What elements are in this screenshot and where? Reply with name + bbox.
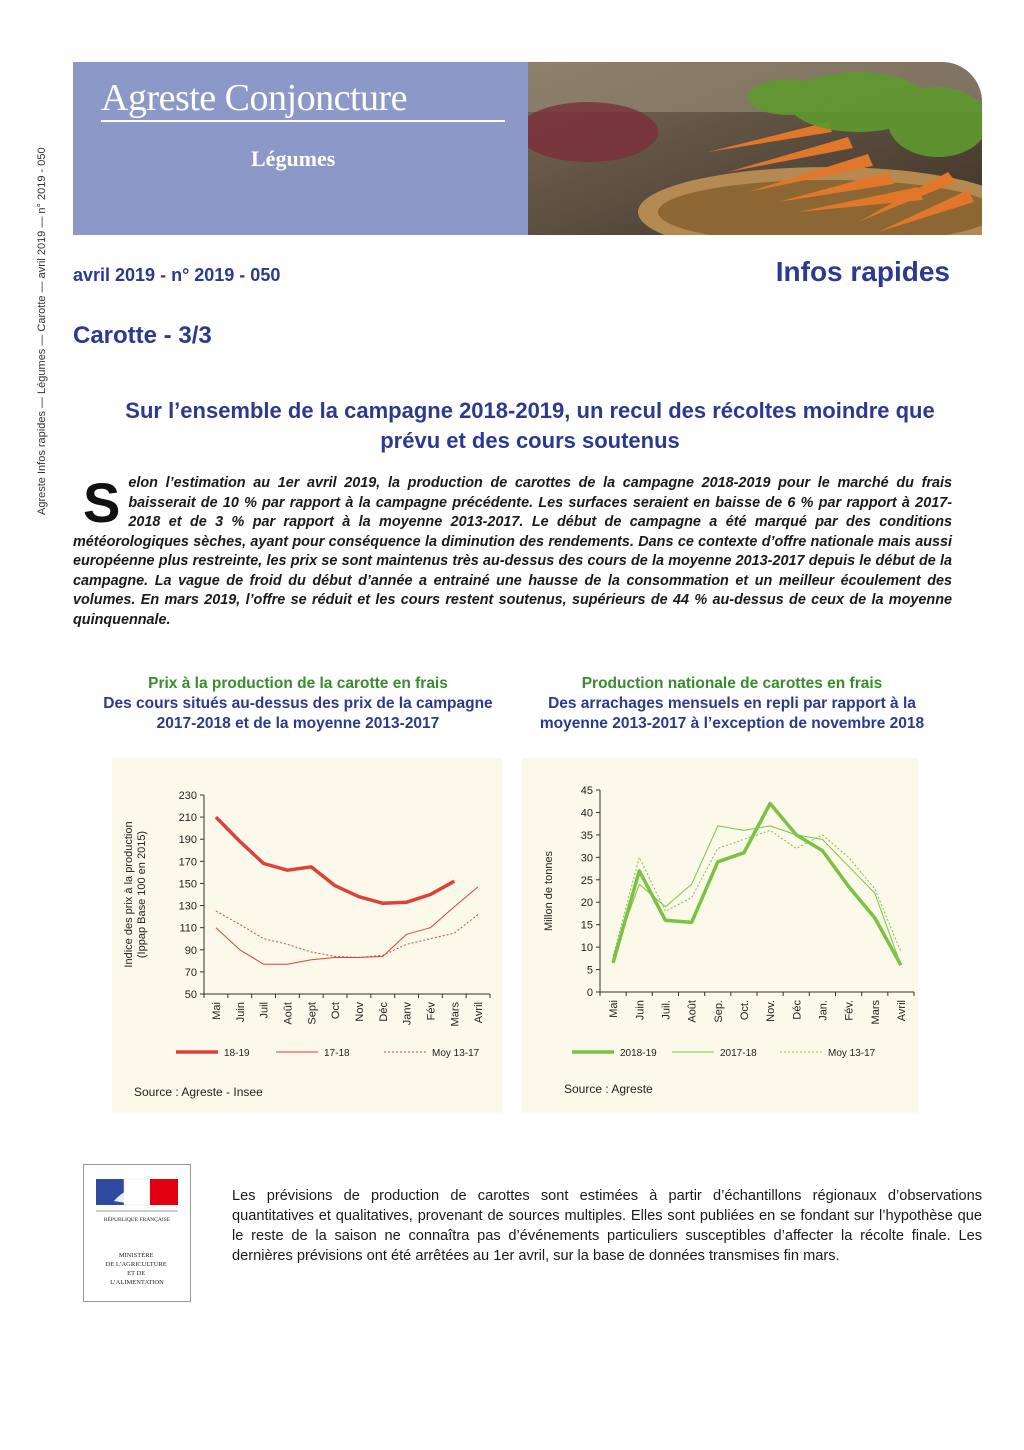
price-chart [112,758,502,1113]
chart2-x-tick-label: Jan. [817,1000,830,1021]
kicker-infos-rapides: Infos rapides [775,256,950,287]
chart2-y-tick-label: 35 [580,829,593,842]
banner-subtitle: Légumes [251,146,336,171]
methodology-note: Les prévisions de production de carottes sont estimées à partir d’échantillons régionaux d’observations quantitatives et qualitatives, provenant de sources multiples. Elles sont publiées en se fondant sur l’hypothèse que le reste de la saison ne connaîtra pas d’événements particuliers susceptibles d’affecter la récolte finale. Les dernières prévisions ont été arrêtées au 1er avril, sur la base de données transmises fin mars. [232,1188,982,1264]
chart1-series-2-line [216,911,478,957]
ministry-logo [83,1164,191,1302]
section-title: Carotte - 3/3 [73,322,212,349]
brand-title: Agreste Conjoncture [101,77,408,119]
chart2-legend-label-1: 2017-18 [720,1048,757,1059]
chart2-title: Production nationale de carottes en frais [581,675,883,692]
production-chart [522,758,918,1113]
chart2-legend-label-2: Moy 13-17 [828,1048,876,1059]
chart2-x-tick-label: Sep. [712,1000,725,1023]
chart2-y-tick-label: 10 [580,942,593,955]
chart1-y-tick-label: 230 [178,790,197,802]
chart1-x-tick-label: Avril [473,1002,486,1024]
chart1-y-tick-label: 50 [184,989,197,1001]
chart1-x-tick-label: Juil [258,1002,271,1019]
chart2-legend-label-0: 2018-19 [620,1048,657,1059]
chart1-y-tick-label: 210 [178,812,197,825]
chart1-legend-label-0: 18-19 [224,1048,250,1059]
chart2-y-tick-label: 5 [586,964,593,977]
chart2-y-axis-label: Millon de tonnes [543,850,555,932]
chart2-x-tick-label: Nov. [765,1000,778,1022]
chart2-y-tick-label: 20 [580,897,593,910]
chart2-y-tick-label: 15 [580,919,593,932]
chart2-x-tick-label: Juil. [660,1000,673,1020]
chart1-y-tick-label: 110 [179,922,197,935]
chart2-x-tick-label: Août [686,1000,699,1023]
lead-text: elon l’estimation au 1er avril 2019, la production de carottes de la campagne 2018-2019 pour le marché du frais baisserait de 10 % par rapport à la campagne précédente. Les surfaces seraient en baisse de 6 % par rapport à 2017-2018 et de 3 % par rapport à la moyenne 2013-2017. Le début de campagne a été marqué par des conditions météorologiques sèches, ayant pour conséquence la diminution des rendements. Dans ce contexte d’offre nationale mais aussi européenne plus restreinte, les prix se sont maintenus très au-dessus des cours de la moyenne 2013-2017 depuis le début de la campagne. La vague de froid du début d’année a entrainé une hausse de la consommation et un meilleur écoulement des volumes. En mars 2019, l’offre se réduit et les cours restent soutenus, supérieurs de 44 % au-dessus de ceux de la moyenne quinquennale. [73,475,952,628]
headline: Sur l’ensemble de la campagne 2018-2019, un recul des récoltes moindre que prévu et des cours soutenus [125,398,935,453]
chart1-panel [112,758,502,1113]
chart2-y-tick-label: 30 [580,852,593,865]
side-running-header: Agreste Infos rapides — Légumes — Carotte — avril 2019 — n° 2019 - 050 [36,147,48,515]
chart2-y-tick-label: 40 [580,807,593,820]
chart1-y-tick-label: 130 [178,900,197,913]
chart1-x-tick-label: Juin [234,1002,247,1023]
chart1-legend-label-1: 17-18 [324,1048,350,1059]
chart2-x-tick-label: Avril [895,1000,908,1022]
logo-ministry: MINISTÈRE DE L’AGRICULTURE ET DE L’ALIMENTATION [105,1252,167,1286]
chart2-x-tick-label: Mai [608,1000,621,1018]
dropcap: S [83,471,121,534]
chart1-x-tick-label: Oct [330,1002,343,1020]
chart1-x-tick-label: Janv [401,1002,414,1026]
chart1-x-tick-label: Fév [425,1002,438,1021]
chart2-x-tick-label: Fév. [843,1000,856,1021]
chart2-subtitle: Des arrachages mensuels en repli par rapport à la moyenne 2013-2017 à l’exception de novembre 2018 [539,695,925,732]
chart1-y-tick-label: 90 [184,944,197,957]
chart2-x-tick-label: Mars [869,1000,882,1025]
brand-underline [101,120,505,122]
chart1-subtitle: Des cours situés au-dessus des prix de la campagne 2017-2018 et de la moyenne 2013-2017 [103,695,493,732]
header-banner [73,62,982,235]
chart2-series-2-line [613,830,901,956]
chart2-x-tick-label: Juin [634,1000,647,1021]
chart1-x-tick-label: Août [282,1002,295,1025]
chart2-panel [522,758,918,1113]
chart1-y-tick-label: 170 [178,856,197,869]
chart2-source: Source : Agreste [564,1082,653,1096]
chart2-y-tick-label: 45 [580,785,593,797]
carrots-photo [528,62,982,235]
chart1-x-tick-label: Nov [353,1002,366,1022]
issue-line: avril 2019 - n° 2019 - 050 [73,265,281,285]
chart2-x-tick-label: Oct. [738,1000,751,1021]
chart1-x-tick-label: Déc [377,1002,390,1022]
chart1-titles [88,674,508,734]
chart1-title: Prix à la production de la carotte en frais [148,675,448,692]
chart2-titles [522,674,942,734]
logo-republic: RÉPUBLIQUE FRANÇAISE [103,1217,171,1223]
banner-brand-panel [73,62,528,235]
chart1-y-axis-label: (Ippap Base 100 en 2015) [136,830,148,959]
chart1-x-tick-label: Mars [449,1002,462,1027]
chart1-x-tick-label: Sept [306,1002,319,1025]
chart1-series-0-line [216,817,454,903]
chart1-series-1-line [216,887,478,964]
chart1-source: Source : Agreste - Insee [134,1085,263,1099]
chart1-x-tick-label: Mai [210,1002,223,1020]
chart1-y-tick-label: 70 [184,966,197,979]
chart2-y-tick-label: 0 [586,987,593,999]
chart1-legend-label-2: Moy 13-17 [432,1048,480,1059]
chart2-x-tick-label: Déc [791,1000,804,1020]
chart1-y-tick-label: 150 [178,878,197,891]
chart1-y-axis-label: Indice des prix à la production [123,821,135,968]
lead-paragraph [73,471,952,630]
chart1-y-tick-label: 190 [178,834,197,847]
chart2-y-tick-label: 25 [580,874,593,887]
